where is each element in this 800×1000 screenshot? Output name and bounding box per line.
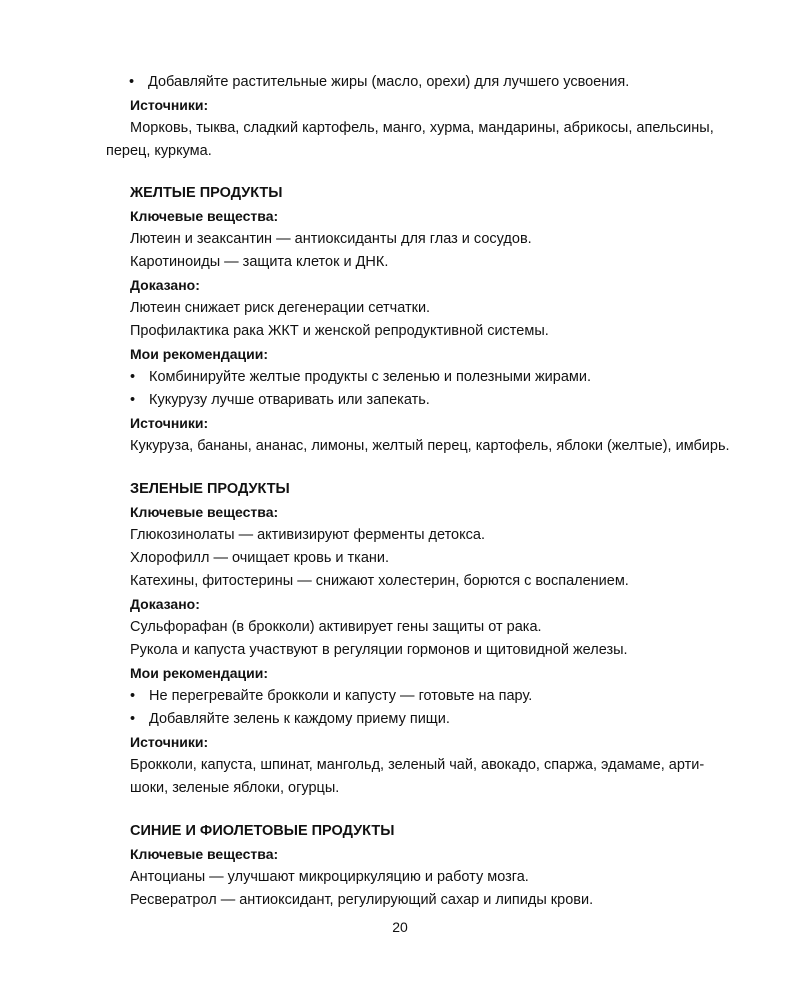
text-line: Сульфорафан (в брокколи) активирует гены защиты от рака. <box>130 619 542 635</box>
text-line: Антоцианы — улучшают микроциркуляцию и работу мозга. <box>130 869 529 885</box>
text-line: Рукола и капуста участвуют в регуляции гормонов и щитовидной железы. <box>130 642 628 658</box>
sources-text: Кукуруза, бананы, ананас, лимоны, желтый перец, картофель, яблоки (желтые), имбирь. <box>130 438 730 454</box>
proven-heading: Доказано: <box>130 596 200 612</box>
page-content <box>106 71 738 912</box>
sources-heading: Источники: <box>130 97 209 113</box>
key-substances-heading: Ключевые вещества: <box>130 208 279 224</box>
text-line: Катехины, фитостерины — снижают холестерин, борются с воспалением. <box>130 573 629 589</box>
sources-text: шоки, зеленые яблоки, огурцы. <box>130 780 340 796</box>
text-line: Ресвератрол — антиоксидант, регулирующий сахар и липиды крови. <box>130 892 594 908</box>
section-title-blue-violet: СИНИЕ И ФИОЛЕТОВЫЕ ПРОДУКТЫ <box>130 823 395 839</box>
text-line: Профилактика рака ЖКТ и женской репродуктивной системы. <box>130 323 549 339</box>
recommendations-heading: Мои рекомендации: <box>130 346 268 362</box>
sources-text: Морковь, тыква, сладкий картофель, манго, хурма, мандарины, абрикосы, апельсины, перец, куркума. <box>106 120 714 159</box>
section-title-green: ЗЕЛЕНЫЕ ПРОДУКТЫ <box>130 481 290 497</box>
sources-text: Брокколи, капуста, шпинат, мангольд, зеленый чай, авокадо, спаржа, эдамаме, арти- <box>130 757 705 773</box>
key-substances-heading: Ключевые вещества: <box>130 504 279 520</box>
list-item: • Не перегревайте брокколи и капусту — готовьте на пару. <box>130 685 738 708</box>
list-item: • Кукурузу лучше отваривать или запекать. <box>130 389 738 412</box>
list-item: • Комбинируйте желтые продукты с зеленью и полезными жирами. <box>130 366 738 389</box>
recommendations-heading: Мои рекомендации: <box>130 665 268 681</box>
text-line: Лютеин снижает риск дегенерации сетчатки. <box>130 300 431 316</box>
sources-heading: Источники: <box>130 415 209 431</box>
text-line: Лютеин и зеаксантин — антиоксиданты для глаз и сосудов. <box>130 231 532 247</box>
text-line: Глюкозинолаты — активизируют ферменты детокса. <box>130 527 485 543</box>
proven-heading: Доказано: <box>130 277 200 293</box>
text-line: Каротиноиды — защита клеток и ДНК. <box>130 254 389 270</box>
section-title-yellow: ЖЕЛТЫЕ ПРОДУКТЫ <box>130 185 283 201</box>
key-substances-heading: Ключевые вещества: <box>130 846 279 862</box>
text-line: Хлорофилл — очищает кровь и ткани. <box>130 550 390 566</box>
page-number: 20 <box>392 919 408 935</box>
list-item: • Добавляйте зелень к каждому приему пищи. <box>130 708 738 731</box>
list-item: • Добавляйте растительные жиры (масло, орехи) для лучшего усвоения. <box>129 71 738 94</box>
sources-heading: Источники: <box>130 734 209 750</box>
